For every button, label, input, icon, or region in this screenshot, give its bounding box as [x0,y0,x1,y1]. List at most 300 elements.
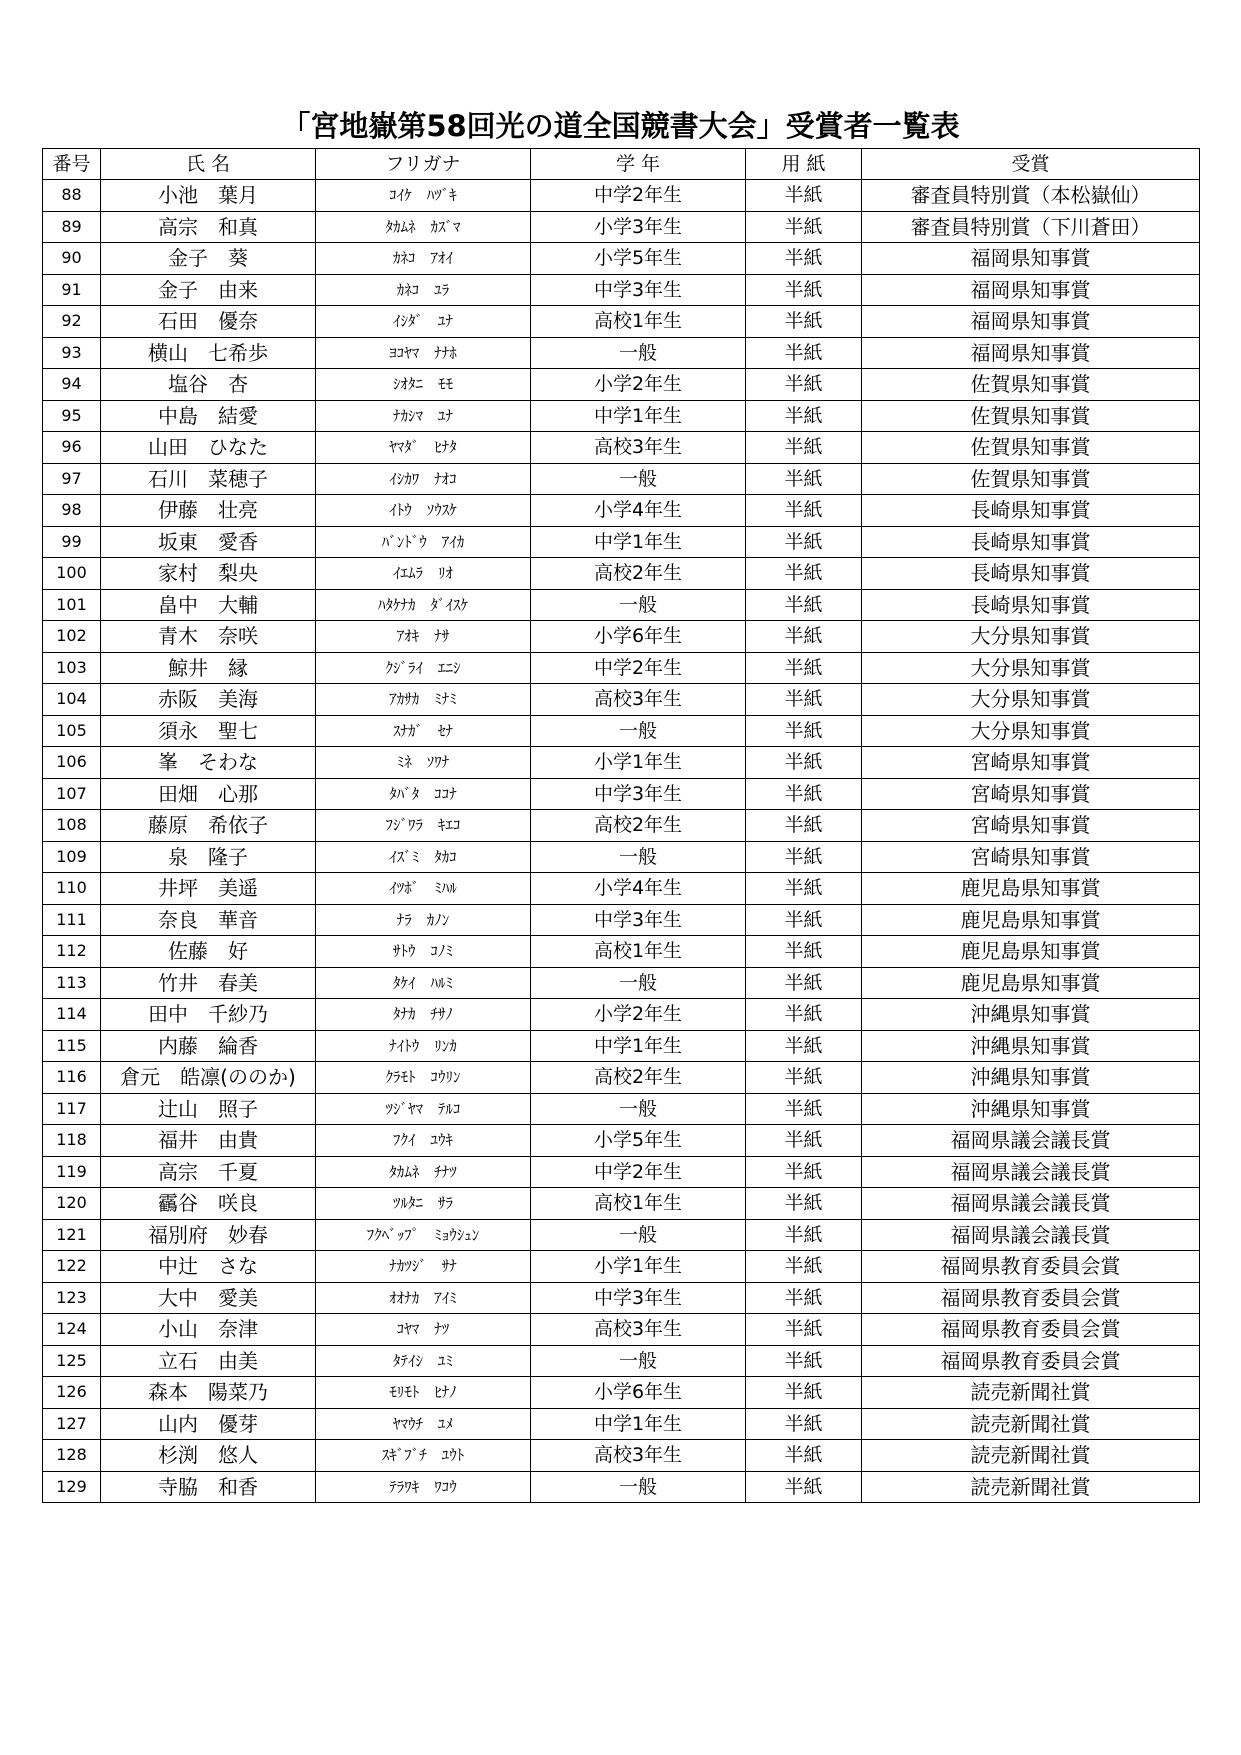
table-row [43,526,1200,558]
cell-name: 倉元 皓凛(ののか) [101,1062,316,1094]
cell-paper: 半紙 [746,180,862,212]
cell-furigana: ﾅｲﾄｳ ﾘﾝｶ [316,1030,531,1062]
cell-paper: 半紙 [746,495,862,527]
cell-grade: 中学3年生 [531,904,746,936]
cell-number: 101 [43,589,101,621]
table-row [43,652,1200,684]
table-row [43,1156,1200,1188]
table-row [43,999,1200,1031]
cell-award: 大分県知事賞 [862,684,1200,716]
cell-name: 立石 由美 [101,1345,316,1377]
cell-grade: 高校3年生 [531,684,746,716]
cell-number: 111 [43,904,101,936]
cell-grade: 一般 [531,589,746,621]
cell-paper: 半紙 [746,211,862,243]
cell-grade: 高校1年生 [531,306,746,338]
cell-paper: 半紙 [746,1219,862,1251]
table-row [43,495,1200,527]
cell-number: 100 [43,558,101,590]
cell-number: 123 [43,1282,101,1314]
cell-grade: 小学3年生 [531,211,746,243]
cell-paper: 半紙 [746,400,862,432]
cell-number: 105 [43,715,101,747]
table-row [43,180,1200,212]
cell-grade: 中学2年生 [531,1156,746,1188]
table-row [43,1314,1200,1346]
cell-name: 森本 陽菜乃 [101,1377,316,1409]
cell-name: 青木 奈咲 [101,621,316,653]
cell-number: 125 [43,1345,101,1377]
cell-furigana: ｼｵﾀﾆ ﾓﾓ [316,369,531,401]
cell-award: 福岡県教育委員会賞 [862,1282,1200,1314]
cell-number: 88 [43,180,101,212]
cell-number: 128 [43,1440,101,1472]
cell-award: 福岡県知事賞 [862,306,1200,338]
cell-paper: 半紙 [746,463,862,495]
cell-paper: 半紙 [746,652,862,684]
cell-name: 赤阪 美海 [101,684,316,716]
cell-grade: 小学4年生 [531,873,746,905]
cell-award: 福岡県議会議長賞 [862,1219,1200,1251]
cell-award: 福岡県知事賞 [862,274,1200,306]
cell-name: 金子 由来 [101,274,316,306]
cell-award: 沖縄県知事賞 [862,1030,1200,1062]
cell-grade: 小学2年生 [531,369,746,401]
table-row [43,211,1200,243]
cell-name: 高宗 千夏 [101,1156,316,1188]
cell-number: 106 [43,747,101,779]
cell-number: 93 [43,337,101,369]
cell-paper: 半紙 [746,1377,862,1409]
cell-award: 宮崎県知事賞 [862,747,1200,779]
table-row [43,778,1200,810]
cell-number: 129 [43,1471,101,1503]
cell-grade: 高校1年生 [531,1188,746,1220]
cell-award: 長崎県知事賞 [862,558,1200,590]
cell-grade: 小学4年生 [531,495,746,527]
cell-number: 102 [43,621,101,653]
table-row [43,1219,1200,1251]
cell-paper: 半紙 [746,1251,862,1283]
cell-grade: 一般 [531,1345,746,1377]
cell-grade: 高校2年生 [531,558,746,590]
cell-name: 山田 ひなた [101,432,316,464]
table-row [43,1188,1200,1220]
cell-grade: 一般 [531,1471,746,1503]
cell-name: 塩谷 杏 [101,369,316,401]
table-row [43,1125,1200,1157]
cell-furigana: ｵｵﾅｶ ｱｲﾐ [316,1282,531,1314]
cell-grade: 小学1年生 [531,747,746,779]
cell-number: 112 [43,936,101,968]
cell-name: 辻山 照子 [101,1093,316,1125]
cell-furigana: ｱｶｻｶ ﾐﾅﾐ [316,684,531,716]
cell-number: 122 [43,1251,101,1283]
table-row [43,621,1200,653]
cell-furigana: ﾀｶﾑﾈ ﾁﾅﾂ [316,1156,531,1188]
cell-grade: 小学5年生 [531,243,746,275]
cell-furigana: ｶﾈｺ ﾕﾗ [316,274,531,306]
cell-furigana: ｲｼﾀﾞ ﾕﾅ [316,306,531,338]
cell-furigana: ﾀｶﾑﾈ ｶｽﾞﾏ [316,211,531,243]
cell-award: 読売新聞社賞 [862,1440,1200,1472]
cell-paper: 半紙 [746,1062,862,1094]
cell-furigana: ｸﾗﾓﾄ ｺｳﾘﾝ [316,1062,531,1094]
cell-paper: 半紙 [746,526,862,558]
cell-grade: 高校3年生 [531,1440,746,1472]
cell-furigana: ｺｲｹ ﾊﾂﾞｷ [316,180,531,212]
cell-grade: 小学6年生 [531,621,746,653]
cell-number: 94 [43,369,101,401]
cell-name: 田中 千紗乃 [101,999,316,1031]
cell-furigana: ﾔﾏﾀﾞ ﾋﾅﾀ [316,432,531,464]
cell-paper: 半紙 [746,1030,862,1062]
cell-furigana: ﾅｶｼﾏ ﾕﾅ [316,400,531,432]
cell-furigana: ｸｼﾞﾗｲ ｴﾆｼ [316,652,531,684]
cell-grade: 一般 [531,463,746,495]
cell-paper: 半紙 [746,1156,862,1188]
cell-award: 長崎県知事賞 [862,526,1200,558]
cell-award: 佐賀県知事賞 [862,463,1200,495]
table-row [43,747,1200,779]
cell-award: 大分県知事賞 [862,715,1200,747]
cell-furigana: ﾊﾀｹﾅｶ ﾀﾞｲｽｹ [316,589,531,621]
table-row [43,1345,1200,1377]
cell-furigana: ﾅｶﾂｼﾞ ｻﾅ [316,1251,531,1283]
cell-name: 杉渕 悠人 [101,1440,316,1472]
cell-number: 114 [43,999,101,1031]
cell-number: 115 [43,1030,101,1062]
cell-furigana: ｶﾈｺ ｱｵｲ [316,243,531,275]
header-name: 氏 名 [101,149,316,180]
cell-award: 福岡県知事賞 [862,337,1200,369]
cell-paper: 半紙 [746,1314,862,1346]
table-row [43,306,1200,338]
cell-award: 鹿児島県知事賞 [862,967,1200,999]
cell-grade: 一般 [531,337,746,369]
table-row [43,715,1200,747]
cell-furigana: ｲｴﾑﾗ ﾘｵ [316,558,531,590]
cell-paper: 半紙 [746,684,862,716]
cell-furigana: ﾂﾙﾀﾆ ｻﾗ [316,1188,531,1220]
cell-number: 118 [43,1125,101,1157]
cell-name: 井坪 美遥 [101,873,316,905]
cell-number: 116 [43,1062,101,1094]
cell-grade: 小学2年生 [531,999,746,1031]
cell-furigana: ｺﾔﾏ ﾅﾂ [316,1314,531,1346]
cell-grade: 中学3年生 [531,274,746,306]
table-row [43,432,1200,464]
table-row [43,810,1200,842]
cell-number: 107 [43,778,101,810]
table-row [43,337,1200,369]
table-row [43,1408,1200,1440]
cell-grade: 中学1年生 [531,1408,746,1440]
cell-name: 藤原 希依子 [101,810,316,842]
cell-award: 長崎県知事賞 [862,495,1200,527]
cell-furigana: ｲﾄｳ ｿｳｽｹ [316,495,531,527]
cell-name: 坂東 愛香 [101,526,316,558]
cell-number: 90 [43,243,101,275]
cell-grade: 中学3年生 [531,1282,746,1314]
cell-paper: 半紙 [746,589,862,621]
cell-paper: 半紙 [746,747,862,779]
cell-grade: 小学5年生 [531,1125,746,1157]
cell-award: 沖縄県知事賞 [862,1062,1200,1094]
cell-award: 福岡県議会議長賞 [862,1125,1200,1157]
cell-name: 福別府 妙春 [101,1219,316,1251]
cell-grade: 一般 [531,715,746,747]
cell-furigana: ﾌｸｲ ﾕｳｷ [316,1125,531,1157]
cell-furigana: ﾃﾗﾜｷ ﾜｺｳ [316,1471,531,1503]
table-row [43,967,1200,999]
cell-paper: 半紙 [746,243,862,275]
cell-award: 宮崎県知事賞 [862,810,1200,842]
cell-number: 99 [43,526,101,558]
cell-grade: 高校2年生 [531,810,746,842]
header-furigana: フリガナ [316,149,531,180]
cell-number: 108 [43,810,101,842]
cell-furigana: ｻﾄｳ ｺﾉﾐ [316,936,531,968]
cell-paper: 半紙 [746,369,862,401]
cell-award: 鹿児島県知事賞 [862,904,1200,936]
cell-furigana: ｲｼｶﾜ ﾅｵｺ [316,463,531,495]
table-row [43,1093,1200,1125]
cell-award: 審査員特別賞（本松嶽仙） [862,180,1200,212]
cell-award: 読売新聞社賞 [862,1408,1200,1440]
cell-name: 石田 優奈 [101,306,316,338]
cell-award: 福岡県議会議長賞 [862,1156,1200,1188]
cell-name: 石川 菜穂子 [101,463,316,495]
cell-name: 横山 七希歩 [101,337,316,369]
cell-grade: 中学1年生 [531,400,746,432]
cell-number: 117 [43,1093,101,1125]
cell-award: 大分県知事賞 [862,652,1200,684]
cell-name: 鯨井 縁 [101,652,316,684]
cell-furigana: ﾊﾞﾝﾄﾞｳ ｱｲｶ [316,526,531,558]
cell-paper: 半紙 [746,904,862,936]
cell-name: 泉 隆子 [101,841,316,873]
cell-award: 宮崎県知事賞 [862,841,1200,873]
cell-name: 寺脇 和香 [101,1471,316,1503]
table-row [43,1062,1200,1094]
cell-paper: 半紙 [746,1440,862,1472]
cell-award: 鹿児島県知事賞 [862,936,1200,968]
cell-grade: 中学1年生 [531,526,746,558]
cell-award: 福岡県教育委員会賞 [862,1251,1200,1283]
cell-number: 126 [43,1377,101,1409]
cell-award: 長崎県知事賞 [862,589,1200,621]
cell-name: 山内 優芽 [101,1408,316,1440]
table-row [43,904,1200,936]
table-row [43,369,1200,401]
cell-paper: 半紙 [746,558,862,590]
cell-name: 家村 梨央 [101,558,316,590]
table-row [43,936,1200,968]
cell-furigana: ﾀｹｲ ﾊﾙﾐ [316,967,531,999]
cell-number: 113 [43,967,101,999]
cell-furigana: ｽﾅｶﾞ ｾﾅ [316,715,531,747]
cell-paper: 半紙 [746,715,862,747]
cell-award: 福岡県知事賞 [862,243,1200,275]
cell-award: 読売新聞社賞 [862,1377,1200,1409]
table-row [43,558,1200,590]
cell-paper: 半紙 [746,1471,862,1503]
cell-name: 奈良 華音 [101,904,316,936]
cell-name: 畠中 大輔 [101,589,316,621]
cell-number: 103 [43,652,101,684]
cell-furigana: ﾀﾅｶ ﾁｻﾉ [316,999,531,1031]
header-paper: 用 紙 [746,149,862,180]
cell-paper: 半紙 [746,1345,862,1377]
awards-table [42,148,1200,1503]
cell-name: 内藤 綸香 [101,1030,316,1062]
cell-paper: 半紙 [746,1093,862,1125]
cell-paper: 半紙 [746,778,862,810]
cell-name: 須永 聖七 [101,715,316,747]
cell-number: 89 [43,211,101,243]
cell-number: 121 [43,1219,101,1251]
cell-name: 金子 葵 [101,243,316,275]
cell-grade: 中学2年生 [531,652,746,684]
cell-award: 宮崎県知事賞 [862,778,1200,810]
cell-paper: 半紙 [746,432,862,464]
cell-name: 福井 由貴 [101,1125,316,1157]
cell-furigana: ﾓﾘﾓﾄ ﾋﾅﾉ [316,1377,531,1409]
cell-grade: 小学6年生 [531,1377,746,1409]
cell-grade: 中学2年生 [531,180,746,212]
cell-paper: 半紙 [746,1125,862,1157]
cell-paper: 半紙 [746,999,862,1031]
cell-award: 佐賀県知事賞 [862,400,1200,432]
cell-name: 中辻 さな [101,1251,316,1283]
cell-grade: 一般 [531,841,746,873]
cell-award: 福岡県教育委員会賞 [862,1345,1200,1377]
cell-name: 小山 奈津 [101,1314,316,1346]
cell-grade: 中学3年生 [531,778,746,810]
cell-number: 109 [43,841,101,873]
cell-award: 佐賀県知事賞 [862,432,1200,464]
cell-furigana: ﾐﾈ ｿﾜﾅ [316,747,531,779]
cell-number: 98 [43,495,101,527]
cell-name: 大中 愛美 [101,1282,316,1314]
cell-name: 靏谷 咲良 [101,1188,316,1220]
table-row [43,1377,1200,1409]
table-row [43,1030,1200,1062]
header-award: 受賞 [862,149,1200,180]
cell-number: 124 [43,1314,101,1346]
table-row [43,841,1200,873]
cell-furigana: ﾌｸﾍﾞｯﾌﾟ ﾐｮｳｼｭﾝ [316,1219,531,1251]
cell-award: 佐賀県知事賞 [862,369,1200,401]
cell-number: 104 [43,684,101,716]
cell-award: 鹿児島県知事賞 [862,873,1200,905]
cell-paper: 半紙 [746,1282,862,1314]
cell-number: 120 [43,1188,101,1220]
cell-award: 福岡県議会議長賞 [862,1188,1200,1220]
page-title: 「宮地嶽第58回光の道全国競書大会」受賞者一覧表 [281,109,960,143]
cell-paper: 半紙 [746,1188,862,1220]
cell-number: 96 [43,432,101,464]
cell-furigana: ﾖｺﾔﾏ ﾅﾅﾎ [316,337,531,369]
table-row [43,243,1200,275]
cell-name: 峯 そわな [101,747,316,779]
cell-name: 竹井 春美 [101,967,316,999]
cell-grade: 高校3年生 [531,432,746,464]
cell-paper: 半紙 [746,1408,862,1440]
cell-grade: 高校2年生 [531,1062,746,1094]
cell-furigana: ｱｵｷ ﾅｻ [316,621,531,653]
cell-number: 95 [43,400,101,432]
cell-name: 小池 葉月 [101,180,316,212]
table-row [43,1282,1200,1314]
cell-name: 佐藤 好 [101,936,316,968]
cell-paper: 半紙 [746,337,862,369]
cell-number: 110 [43,873,101,905]
header-grade: 学 年 [531,149,746,180]
cell-paper: 半紙 [746,873,862,905]
cell-paper: 半紙 [746,810,862,842]
cell-paper: 半紙 [746,621,862,653]
cell-furigana: ｲﾂﾎﾞ ﾐﾊﾙ [316,873,531,905]
cell-name: 高宗 和真 [101,211,316,243]
cell-grade: 一般 [531,1219,746,1251]
table-row [43,589,1200,621]
table-row [43,463,1200,495]
cell-grade: 高校3年生 [531,1314,746,1346]
table-row [43,400,1200,432]
cell-furigana: ﾅﾗ ｶﾉﾝ [316,904,531,936]
cell-number: 119 [43,1156,101,1188]
cell-grade: 一般 [531,1093,746,1125]
cell-furigana: ｲｽﾞﾐ ﾀｶｺ [316,841,531,873]
table-row [43,1440,1200,1472]
table-row [43,1471,1200,1503]
cell-paper: 半紙 [746,967,862,999]
cell-paper: 半紙 [746,936,862,968]
cell-paper: 半紙 [746,306,862,338]
cell-furigana: ﾀﾊﾞﾀ ｺｺﾅ [316,778,531,810]
cell-number: 127 [43,1408,101,1440]
cell-paper: 半紙 [746,841,862,873]
cell-furigana: ﾔﾏｳﾁ ﾕﾒ [316,1408,531,1440]
cell-number: 92 [43,306,101,338]
cell-furigana: ﾌｼﾞﾜﾗ ｷｴｺ [316,810,531,842]
cell-award: 審査員特別賞（下川蒼田） [862,211,1200,243]
cell-grade: 中学1年生 [531,1030,746,1062]
cell-name: 中島 結愛 [101,400,316,432]
cell-grade: 小学1年生 [531,1251,746,1283]
cell-name: 伊藤 壮亮 [101,495,316,527]
cell-award: 読売新聞社賞 [862,1471,1200,1503]
table-row [43,684,1200,716]
cell-furigana: ﾂｼﾞﾔﾏ ﾃﾙｺ [316,1093,531,1125]
table-header-row [43,149,1200,180]
cell-award: 福岡県教育委員会賞 [862,1314,1200,1346]
cell-grade: 高校1年生 [531,936,746,968]
cell-name: 田畑 心那 [101,778,316,810]
cell-award: 大分県知事賞 [862,621,1200,653]
table-row [43,873,1200,905]
table-row [43,274,1200,306]
cell-furigana: ﾀﾃｲｼ ﾕﾐ [316,1345,531,1377]
cell-award: 沖縄県知事賞 [862,1093,1200,1125]
cell-paper: 半紙 [746,274,862,306]
header-number: 番号 [43,149,101,180]
table-row [43,1251,1200,1283]
cell-furigana: ｽｷﾞﾌﾞﾁ ﾕｳﾄ [316,1440,531,1472]
cell-number: 97 [43,463,101,495]
